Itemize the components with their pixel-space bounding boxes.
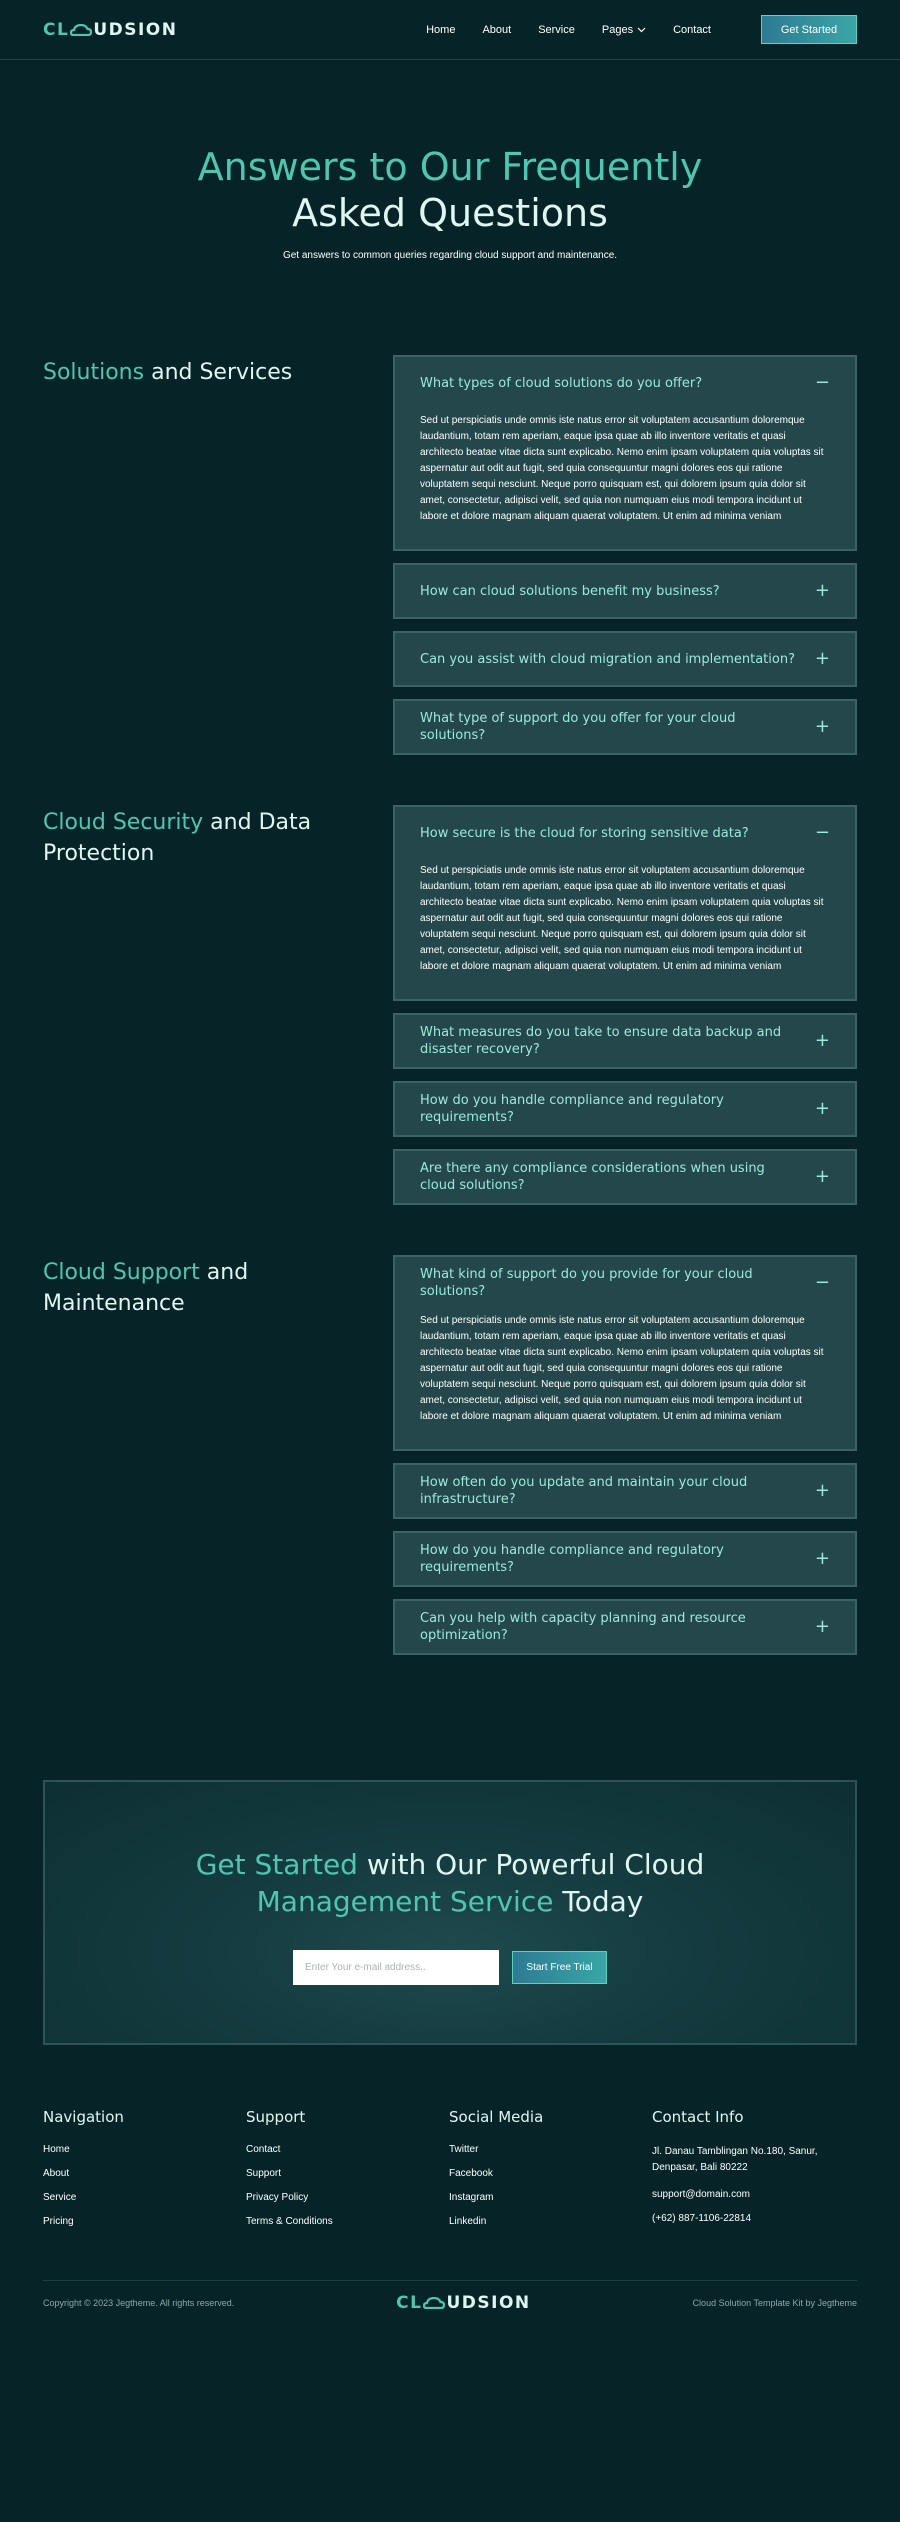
footer-heading: Contact Info [652,2108,744,2126]
minus-icon[interactable]: − [814,822,830,843]
footer-bottom-bar [43,2280,857,2325]
plus-icon[interactable]: + [814,1166,830,1187]
faq-question: How do you handle compliance and regulatory requirements? [420,1543,724,1575]
faq-question: Can you assist with cloud migration and implementation? [420,651,795,667]
logo-text-left: CL [396,2293,423,2313]
contact-address: Jl. Danau Tamblingan No.180, Sanur, Denpasar, Bali 80222 [652,2146,818,2173]
faq-item[interactable] [393,1081,857,1137]
cloud-logo-icon [423,2297,445,2309]
faq-item[interactable] [393,355,857,551]
cta-title-accent1: Get Started [195,1848,358,1881]
faq-question: Can you help with capacity planning and resource optimization? [420,1611,746,1643]
contact-email[interactable]: support@domain.com [652,2189,750,2200]
footer-link-privacy[interactable]: Privacy Policy [246,2192,309,2203]
footer [0,2108,900,2240]
faq-section-security [0,805,900,1217]
faq-item[interactable] [393,1149,857,1205]
footer-link-home[interactable]: Home [43,2144,70,2155]
page-title-line1: Answers to Our Frequently [197,145,703,189]
faq-item[interactable] [393,1531,857,1587]
plus-icon[interactable]: + [814,1480,830,1501]
cta-title [45,1846,855,1920]
credit: Cloud Solution Template Kit by Jegtheme [692,2298,857,2308]
faq-question: How secure is the cloud for storing sensitive data? [420,825,749,841]
nav-links [426,15,857,44]
plus-icon[interactable]: + [814,580,830,601]
logo-text-left: CL [43,19,70,40]
minus-icon[interactable]: − [814,372,830,393]
nav-link-pages-label: Pages [601,23,634,36]
section-title-rest: and Maintenance [43,1260,249,1316]
copyright: Copyright © 2023 Jegtheme. All rights reserved. [43,2298,235,2308]
faq-section-solutions [0,355,900,767]
footer-logo[interactable] [396,2293,530,2313]
faq-item[interactable] [393,563,857,619]
cta-banner [43,1780,857,2045]
plus-icon[interactable]: + [814,1616,830,1637]
section-title-accent: Cloud Support [43,1260,200,1285]
footer-link-pricing[interactable]: Pricing [43,2216,74,2227]
faq-question: What types of cloud solutions do you offer? [420,375,703,391]
plus-icon[interactable]: + [814,1098,830,1119]
section-title-rest: and Data Protection [43,810,312,866]
cta-title-rest1: with Our Powerful Cloud [357,1848,705,1881]
cta-title-rest2: Today [553,1885,644,1918]
email-input[interactable] [293,1950,499,1985]
logo-text-right: UDSION [446,2293,531,2313]
footer-navigation [43,2108,246,2240]
logo-text-right: UDSION [93,19,178,40]
faq-question: What type of support do you offer for your cloud solutions? [420,711,736,743]
nav-link-service[interactable]: Service [538,23,575,36]
faq-question: What measures do you take to ensure data backup and disaster recovery? [420,1025,782,1057]
page-title-line2: Asked Questions [292,191,608,235]
page-title [0,144,900,236]
faq-item[interactable] [393,631,857,687]
footer-link-support[interactable]: Support [246,2168,282,2179]
contact-phone[interactable]: (+62) 887-1106-22814 [652,2213,752,2224]
cta-wrapper [0,1780,900,2045]
chevron-down-icon [637,27,646,33]
nav-link-about[interactable]: About [482,23,512,36]
footer-link-terms[interactable]: Terms & Conditions [246,2216,333,2227]
cloud-logo-icon [70,24,92,36]
faq-answer: Sed ut perspiciatis unde omnis iste natus error sit voluptatem accusantium doloremque laudantium, totam rem aperiam, eaque ipsa quae ab illo inventore veritatis et quasi architecto beatae vitae dicta sunt explicabo. Nemo enim ipsam voluptatem quia voluptas sit aspernatur aut odit aut fugit, sed quia consequuntur magni dolores eos qui ratione voluptatem sequi nesciunt. Neque porro quisquam est, qui dolorem ipsum quia dolor sit amet, consectetur, adipisci velit, sed quia non numquam eius modi tempora incidunt ut labore et dolore magnam aliquam quaerat voluptatem. Ut enim ad minima veniam [420,415,824,522]
footer-social [449,2108,652,2240]
faq-question: How can cloud solutions benefit my business? [420,583,720,599]
section-title [43,1257,393,1319]
footer-link-contact[interactable]: Contact [246,2144,281,2155]
page-subtitle: Get answers to common queries regarding cloud support and maintenance. [282,250,618,261]
minus-icon[interactable]: − [814,1272,830,1293]
faq-item[interactable] [393,1013,857,1069]
cta-title-accent2: Management Service [256,1885,554,1918]
top-nav [0,0,900,60]
footer-link-facebook[interactable]: Facebook [449,2168,493,2179]
section-title-accent: Solutions [43,360,145,385]
footer-heading: Support [246,2108,306,2126]
plus-icon[interactable]: + [814,1030,830,1051]
start-free-trial-button[interactable]: Start Free Trial [512,1951,607,1984]
footer-link-service[interactable]: Service [43,2192,77,2203]
footer-heading: Navigation [43,2108,124,2126]
get-started-button[interactable]: Get Started [761,15,857,44]
faq-item[interactable] [393,1463,857,1519]
plus-icon[interactable]: + [814,1548,830,1569]
footer-contact [652,2108,857,2240]
nav-link-contact[interactable]: Contact [673,23,711,36]
faq-item[interactable] [393,699,857,755]
faq-item[interactable] [393,1255,857,1451]
nav-link-home[interactable]: Home [426,23,456,36]
plus-icon[interactable]: + [814,648,830,669]
faq-item[interactable] [393,1599,857,1655]
section-title [43,357,393,388]
faq-answer: Sed ut perspiciatis unde omnis iste natus error sit voluptatem accusantium doloremque laudantium, totam rem aperiam, eaque ipsa quae ab illo inventore veritatis et quasi architecto beatae vitae dicta sunt explicabo. Nemo enim ipsam voluptatem quia voluptas sit aspernatur aut odit aut fugit, sed quia consequuntur magni dolores eos qui ratione voluptatem sequi nesciunt. Neque porro quisquam est, qui dolorem ipsum quia dolor sit amet, consectetur, adipisci velit, sed quia non numquam eius modi tempora incidunt ut labore et dolore magnam aliquam quaerat voluptatem. Ut enim ad minima veniam [420,865,824,972]
plus-icon[interactable]: + [814,716,830,737]
faq-question: Are there any compliance considerations when using cloud solutions? [420,1161,765,1193]
footer-link-twitter[interactable]: Twitter [449,2144,479,2155]
section-title-rest: and Services [144,360,293,385]
nav-link-pages[interactable] [602,24,646,36]
faq-answer: Sed ut perspiciatis unde omnis iste natus error sit voluptatem accusantium doloremque laudantium, totam rem aperiam, eaque ipsa quae ab illo inventore veritatis et quasi architecto beatae vitae dicta sunt explicabo. Nemo enim ipsam voluptatem quia voluptas sit aspernatur aut odit aut fugit, sed quia consequuntur magni dolores eos qui ratione voluptatem sequi nesciunt. Neque porro quisquam est, qui dolorem ipsum quia dolor sit amet, consectetur, adipisci velit, sed quia non numquam eius modi tempora incidunt ut labore et dolore magnam aliquam quaerat voluptatem. Ut enim ad minima veniam [420,1315,824,1422]
footer-link-linkedin[interactable]: Linkedin [449,2216,487,2227]
footer-link-about[interactable]: About [43,2168,70,2179]
footer-support [246,2108,449,2240]
cta-form [45,1950,855,1985]
faq-item[interactable] [393,805,857,1001]
brand-logo[interactable] [43,20,177,40]
footer-heading: Social Media [449,2108,544,2126]
faq-question: What kind of support do you provide for your cloud solutions? [420,1267,753,1299]
section-title [43,807,393,869]
section-title-accent: Cloud Security [43,810,204,835]
faq-question: How do you handle compliance and regulatory requirements? [420,1093,724,1125]
faq-question: How often do you update and maintain your cloud infrastructure? [420,1475,748,1507]
faq-section-support [0,1255,900,1667]
hero [0,60,900,355]
footer-link-instagram[interactable]: Instagram [449,2192,494,2203]
